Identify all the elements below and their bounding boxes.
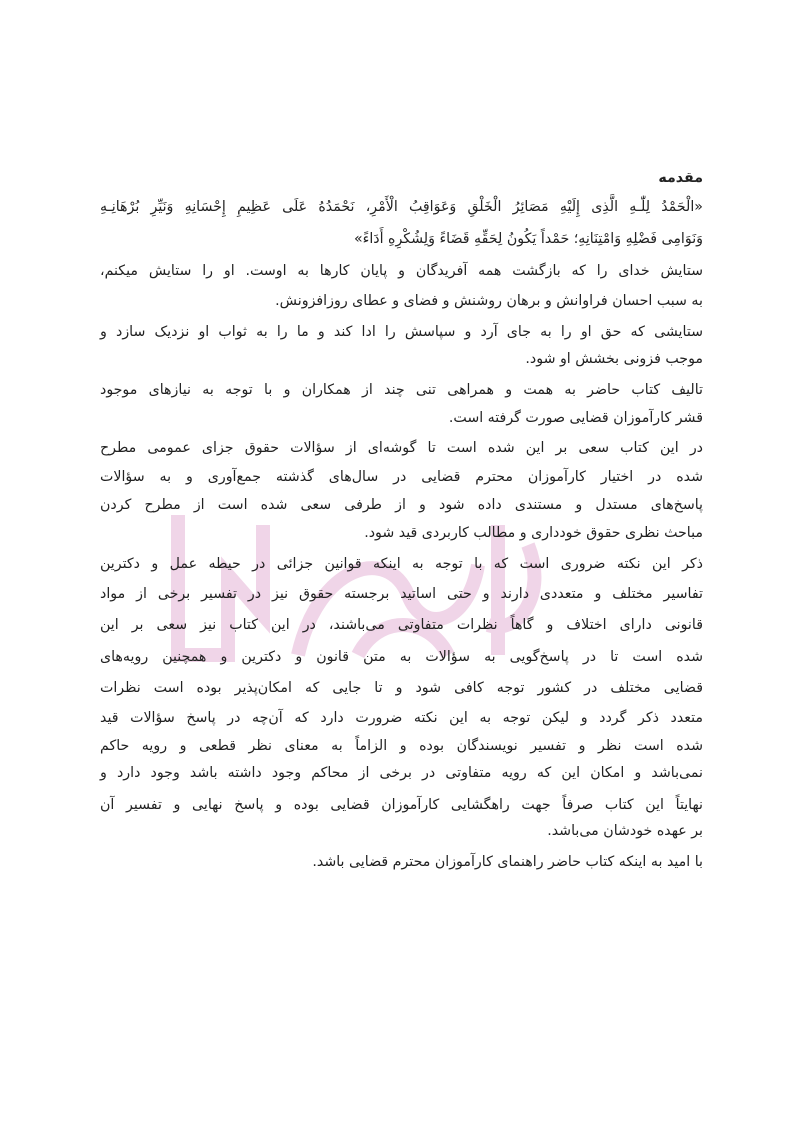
text-line: مباحث نظری حقوق خودداری و مطالب کاربردی قید شود. <box>364 525 703 541</box>
text-line: شده است نظر و تفسیر نویسندگان بوده و الزاماً به معنای نظر قطعی و رویه حاکم <box>100 738 703 754</box>
text-line: شده در اختیار کارآموزان محترم قضایی در سال‌های گذشته جمع‌آوری و به سؤالات <box>100 469 703 485</box>
text-line: نمی‌باشد و امکان این که رویه متفاوتی در برخی از محاکم وجود داشته باشد وجود دارد و <box>100 765 703 781</box>
text-line: تالیف کتاب حاضر به همت و همراهی تنی چند از همکاران و با توجه به نیازهای موجود <box>100 382 703 398</box>
text-line: نهایتاً این کتاب صرفاً جهت راهگشایی کارآموزان قضایی بوده و پاسخ نهایی و تفسیر آن <box>100 797 703 813</box>
text-line: ستایش خدای را که بازگشت همه آفریدگان و پایان کارها به اوست. او را ستایش میکنم، <box>100 263 703 279</box>
text-line: متعدد ذکر گردد و لیکن توجه به این نکته ضرورت دارد که آن‌چه در پاسخ سؤالات قید <box>100 710 703 726</box>
text-line: قانونی دارای اختلاف و گاهاً نظرات متفاوتی می‌باشند، در این کتاب نیز سعی بر این <box>100 617 703 633</box>
text-line: با امید به اینکه کتاب حاضر راهنمای کارآموزان محترم قضایی باشد. <box>312 854 703 870</box>
text-line: ذکر این نکته ضروری است که با توجه به اینکه قوانین جزائی در حیطه عمل و دکترین <box>100 556 703 572</box>
page-title: مقدمه <box>658 170 703 186</box>
text-line: قشر کارآموزان قضایی صورت گرفته است. <box>448 410 703 426</box>
text-line: وَنَوَامِی فَضْلِهِ وَامْتِنَانِهِ؛ حَمْداً یَکُونُ لِحَقِّهِ قَضَاءً وَلِشُکْرِهِ أَدَاءً» <box>353 231 703 247</box>
text-line: موجب فزونی بخشش او شود. <box>525 351 703 367</box>
text-line: تفاسیر مختلف و متعددی دارند و حتی اساتید برجسته حقوق نیز در تفسیر برخی از مواد <box>100 586 703 602</box>
text-line: شده است تا در پاسخ‌گویی به سؤالات به متن قانون و دکترین و همچنین رویه‌های <box>100 649 703 665</box>
text-line: بر عهده خودشان می‌باشد. <box>547 823 703 839</box>
text-line: «الْحَمْدُ لِلّٰـهِ الَّذِی إِلَیْهِ مَصَائِرُ الْخَلْقِ وَعَوَاقِبُ الْأَمْرِ، نَحْمَدُهُ عَلَى عَظِیمِ إِحْسَانِهِ وَنَیِّرِ بُرْهَانِـهِ <box>100 199 703 215</box>
text-line: ستایشی که حق او را به جای آرد و سپاسش را ادا کند و ما را به ثواب او نزدیک سازد و <box>100 324 703 340</box>
text-line: در این کتاب سعی بر این شده است تا گوشه‌ای از سؤالات حقوق جزای عمومی مطرح <box>100 440 703 456</box>
text-line: به سبب احسان فراوانش و برهان روشنش و فضای و عطای روزافزونش. <box>275 293 703 309</box>
text-line: قضایی مختلف در کشور توجه کافی شود و تا جایی که امکان‌پذیر بوده است نظرات <box>100 680 703 696</box>
text-line: پاسخ‌های مستدل و مستندی داده شود و از طرفی سعی شده است از مطرح کردن <box>100 497 703 513</box>
